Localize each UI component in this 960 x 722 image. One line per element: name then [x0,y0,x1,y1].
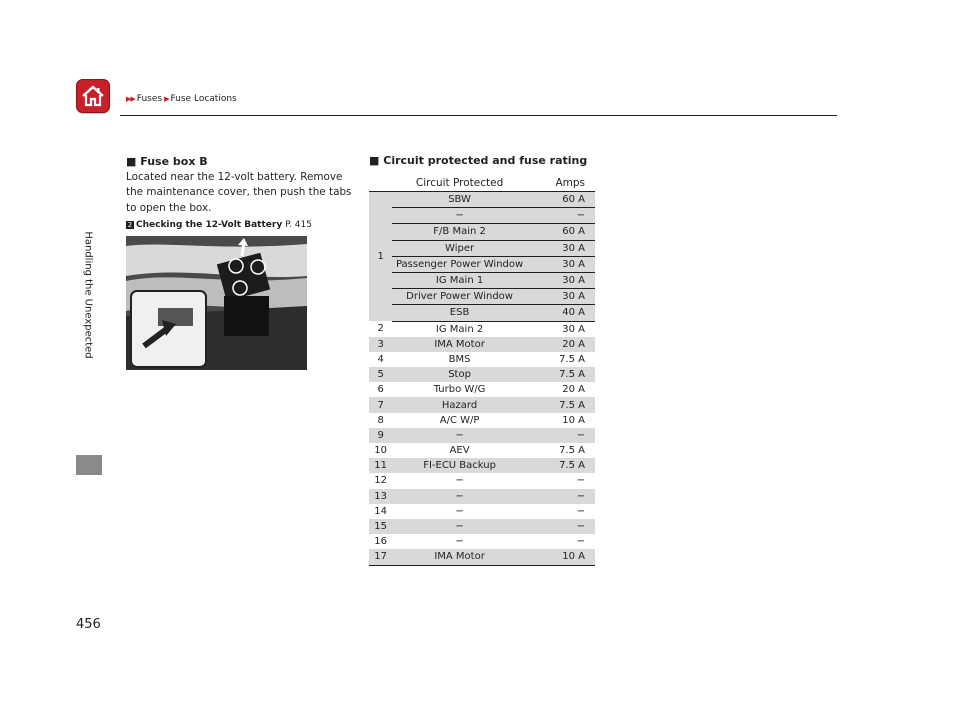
amps-cell: − [576,475,585,487]
chevron-right-icon: ▶ [164,95,169,103]
amps-cell: 60 A [527,192,595,208]
amps-cell: 10 A [562,414,585,426]
amps-cell: − [576,536,585,548]
breadcrumb-fuses[interactable]: Fuses [136,94,163,104]
fuse-number: 7 [369,397,392,412]
amps-cell: 30 A [527,256,595,272]
table-row [369,413,595,428]
table-row [369,321,595,337]
fuse-number: 5 [369,367,392,382]
amps-cell: 7.5 A [527,367,595,382]
table-row [369,519,595,534]
fuse-box-desc-line1: Located near the 12-volt battery. Remove [126,170,343,183]
amps-cell: 20 A [527,337,595,352]
fuse-number: 14 [374,505,388,517]
amps-cell: − [527,208,595,224]
home-button[interactable] [76,79,110,113]
circuit-cell: − [392,519,527,534]
amps-cell: 30 A [527,240,595,256]
table-row [369,256,595,272]
amps-cell: 60 A [527,224,595,240]
breadcrumb [126,94,237,104]
fuse-box-photo [126,236,307,370]
page-number: 456 [76,617,101,632]
circuit-cell: SBW [392,192,527,208]
table-row [369,367,595,382]
circuit-cell: ESB [392,305,527,321]
table-row [369,240,595,256]
table-row [369,443,595,458]
circuit-cell: BMS [448,353,471,365]
circuit-cell: FI-ECU Backup [392,458,527,473]
table-row [369,489,595,504]
amps-cell: 7.5 A [527,458,595,473]
table-row [369,192,595,208]
table-row [369,549,595,565]
square-bullet-icon: ■ [126,155,137,168]
amps-cell: − [527,428,595,443]
fuse-number: 10 [374,445,388,457]
home-icon [80,83,106,109]
amps-cell: 10 A [527,549,595,565]
xref-link[interactable]: 2 Checking the 12-Volt Battery P. 415 [127,220,312,230]
amps-cell: − [527,519,595,534]
circuit-cell: Passenger Power Window [392,256,527,272]
table-heading: ■ Circuit protected and fuse rating [369,154,588,167]
fuse-number: 9 [369,428,392,443]
circuit-cell: IMA Motor [392,337,527,352]
fuse-number: 3 [369,337,392,352]
circuit-cell: IG Main 1 [392,272,527,288]
table-row [369,352,595,367]
amps-cell: 7.5 A [559,445,585,457]
fuse-box-desc-line3: to open the box. [126,201,212,214]
table-row [369,534,595,549]
table-row [369,224,595,240]
fuse-number: 13 [369,489,392,504]
amps-cell: 30 A [562,323,585,335]
fuse-number: 4 [377,353,384,365]
circuit-cell: − [392,208,527,224]
chevron-right-icon: ▶▶ [126,95,135,103]
circuit-cell: − [392,489,527,504]
fuse-number: 15 [369,519,392,534]
table-row [369,382,595,397]
circuit-cell: Wiper [392,240,527,256]
circuit-cell: Hazard [392,397,527,412]
table-row [369,504,595,519]
circuit-cell: Driver Power Window [392,289,527,305]
amps-cell: 40 A [527,305,595,321]
amps-cell: 20 A [562,384,585,396]
table-row [369,208,595,224]
table-row [369,458,595,473]
table-row [369,289,595,305]
fuse-table [369,175,595,566]
fuse-box-desc-line2: the maintenance cover, then push the tabs [126,186,352,198]
fuse-number: 8 [377,414,384,426]
amps-cell: − [527,489,595,504]
fuse-number: 11 [369,458,392,473]
circuit-cell: IMA Motor [392,549,527,565]
circuit-cell: IG Main 2 [435,323,484,335]
circuit-cell: − [455,536,464,548]
xref-arrow-icon: 2 [127,221,133,229]
table-row [369,305,595,321]
circuit-cell: AEV [449,445,470,457]
section-title: Handling the Unexpected [82,231,94,359]
section-tab[interactable] [76,455,102,475]
amps-cell: − [576,505,585,517]
amps-cell: 30 A [527,289,595,305]
fuse-number: 12 [374,475,388,487]
table-row [369,272,595,288]
header-circuit: Circuit Protected [392,175,527,192]
square-bullet-icon: ■ [369,154,380,167]
table-row [369,473,595,488]
table-header-row [369,175,595,192]
header-amps: Amps [527,175,595,192]
fuse-number: 16 [374,536,388,548]
circuit-cell: − [455,505,464,517]
amps-cell: 30 A [527,272,595,288]
circuit-cell: A/C W/P [439,414,480,426]
table-row [369,337,595,352]
table-row [369,397,595,412]
circuit-cell: Turbo W/G [433,384,486,396]
fuse-number: 6 [377,384,384,396]
fuse-box-heading: ■ Fuse box B [126,155,208,168]
table-row [369,428,595,443]
amps-cell: 7.5 A [527,397,595,412]
fuse-number: 17 [369,549,392,565]
header-no [369,175,392,192]
fuse-box-b-section [126,154,356,234]
circuit-cell: − [455,475,464,487]
breadcrumb-fuse-locations[interactable]: Fuse Locations [170,94,237,104]
fuse-number: 1 [369,192,392,322]
circuit-cell: − [392,428,527,443]
fuse-number: 2 [377,323,384,335]
amps-cell: 7.5 A [559,353,585,365]
circuit-cell: F/B Main 2 [392,224,527,240]
header-divider [120,115,837,116]
circuit-cell: Stop [392,367,527,382]
